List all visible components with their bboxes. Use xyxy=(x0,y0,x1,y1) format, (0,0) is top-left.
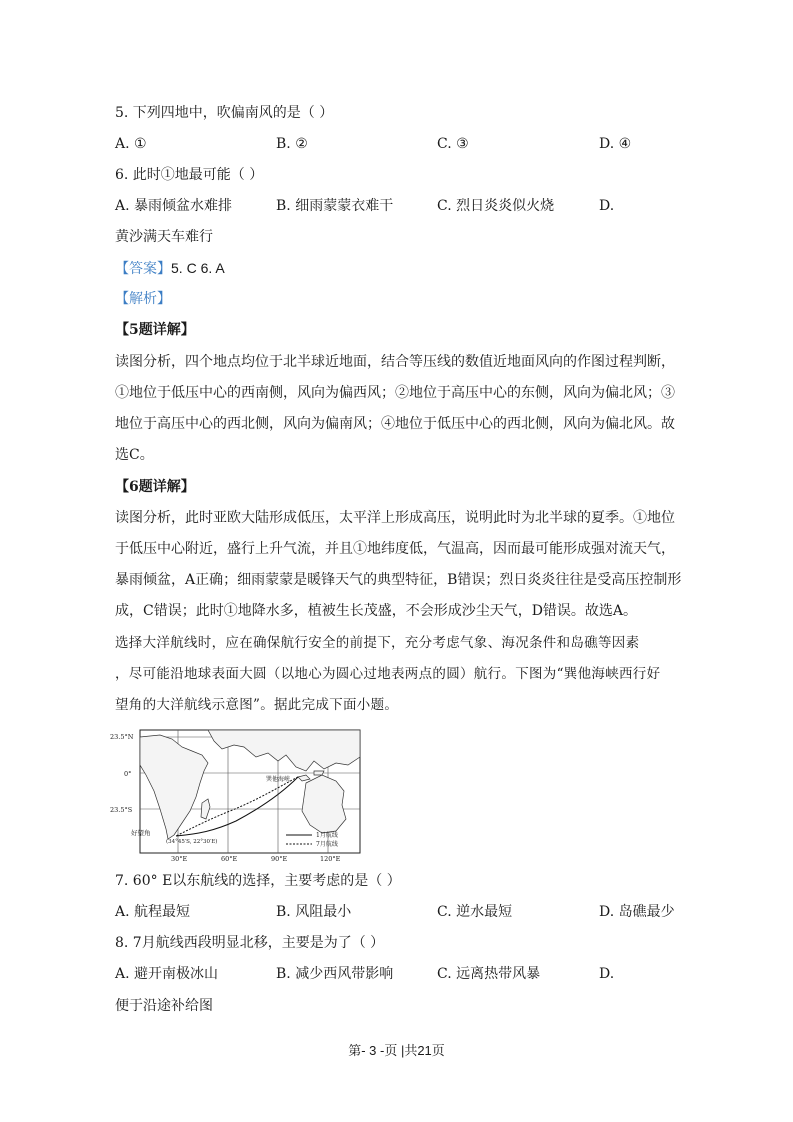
q8-option-c: C. 远离热带风暴 xyxy=(437,966,541,982)
q5-stem: 5. 下列四地中，吹偏南风的是（ ） xyxy=(115,105,334,121)
q5-detail-line: ①地位于低压中心的西南侧，风向为偏西风；②地位于高压中心的东侧，风向为偏北风；③ xyxy=(115,385,675,401)
passage-line: ，尽可能沿地球表面大圆（以地心为圆心过地表两点的圆）航行。下图为“巽他海峡西行好 xyxy=(115,666,661,682)
lon-label: 120°E xyxy=(320,855,341,863)
q6-option-d-text: 黄沙满天车难行 xyxy=(115,229,213,245)
q6-stem: 6. 此时①地最可能（ ） xyxy=(115,167,264,183)
strait-label: 巽他海峡 xyxy=(266,776,291,783)
q7-option-c: C. 逆水最短 xyxy=(437,904,513,920)
q6-detail-line: 成，C错误；此时①地降水多，植被生长茂盛，不会形成沙尘天气，D错误。故选A。 xyxy=(115,603,638,619)
lon-label: 90°E xyxy=(271,855,288,863)
q5-detail-line: 选C。 xyxy=(115,447,154,463)
lat-label: 23.5°S xyxy=(110,806,133,814)
q6-detail-line: 暴雨倾盆，A正确；细雨蒙蒙是暖锋天气的典型特征，B错误；烈日炎炎往往是受高压控制形 xyxy=(115,572,682,588)
q6-option-b: B. 细雨蒙蒙衣难干 xyxy=(276,198,394,214)
legend-jan: 1月航线 xyxy=(316,832,338,839)
answer-line xyxy=(115,258,225,278)
q5-option-a: A. ① xyxy=(115,136,147,152)
lat-label: 23.5°N xyxy=(110,733,134,741)
page-footer: 第- 3 -页 |共21页 xyxy=(348,1043,445,1058)
q5-option-b: B. ② xyxy=(276,136,308,152)
legend-jul: 7月航线 xyxy=(316,841,338,848)
route-map xyxy=(110,725,365,865)
q6-option-d: D. xyxy=(599,198,615,214)
lon-label: 30°E xyxy=(171,855,188,863)
q8-option-d: D. xyxy=(599,966,615,982)
analysis-label: 【解析】 xyxy=(115,291,171,307)
answer-value: 5. C 6. A xyxy=(171,260,225,276)
answer-label: 【答案】 xyxy=(115,260,171,276)
q8-stem: 8. 7月航线西段明显北移，主要是为了（ ） xyxy=(115,935,385,951)
cape-coord: (34°45′S, 22°30′E) xyxy=(166,839,218,845)
q5-option-c: C. ③ xyxy=(437,136,469,152)
passage-line: 选择大洋航线时，应在确保航行安全的前提下，充分考虑气象、海况条件和岛礁等因素 xyxy=(115,635,640,651)
q5-option-d: D. ④ xyxy=(599,136,632,152)
q8-option-a: A. 避开南极冰山 xyxy=(115,966,219,982)
q5-detail-heading: 【5题详解】 xyxy=(115,322,195,338)
cape-label: 好望角 xyxy=(131,829,151,837)
q7-option-a: A. 航程最短 xyxy=(115,904,191,920)
q5-detail-line: 读图分析，四个地点均位于北半球近地面，结合等压线的数值近地面风向的作图过程判断， xyxy=(115,354,675,370)
q8-option-d-text: 便于沿途补给图 xyxy=(115,998,213,1014)
lat-label: 0° xyxy=(124,770,132,778)
passage-line: 望角的大洋航线示意图”。据此完成下面小题。 xyxy=(115,697,399,713)
lon-label: 60°E xyxy=(221,855,238,863)
q6-detail-heading: 【6题详解】 xyxy=(115,479,195,495)
q6-option-a: A. 暴雨倾盆水难排 xyxy=(115,198,233,214)
q8-option-b: B. 减少西风带影响 xyxy=(276,966,394,982)
q7-option-d: D. 岛礁最少 xyxy=(599,904,675,920)
q7-option-b: B. 风阻最小 xyxy=(276,904,352,920)
q5-detail-line: 地位于高压中心的西北侧，风向为偏南风；④地位于低压中心的西北侧，风向为偏北风。故 xyxy=(115,416,675,432)
q7-stem: 7. 60° E以东航线的选择，主要考虑的是（ ） xyxy=(115,873,401,889)
q6-option-c: C. 烈日炎炎似火烧 xyxy=(437,198,555,214)
q6-detail-line: 于低压中心附近，盛行上升气流，并且①地纬度低，气温高，因而最可能形成强对流天气， xyxy=(115,541,675,557)
q6-detail-line: 读图分析，此时亚欧大陆形成低压，太平洋上形成高压，说明此时为北半球的夏季。①地位 xyxy=(115,510,675,526)
